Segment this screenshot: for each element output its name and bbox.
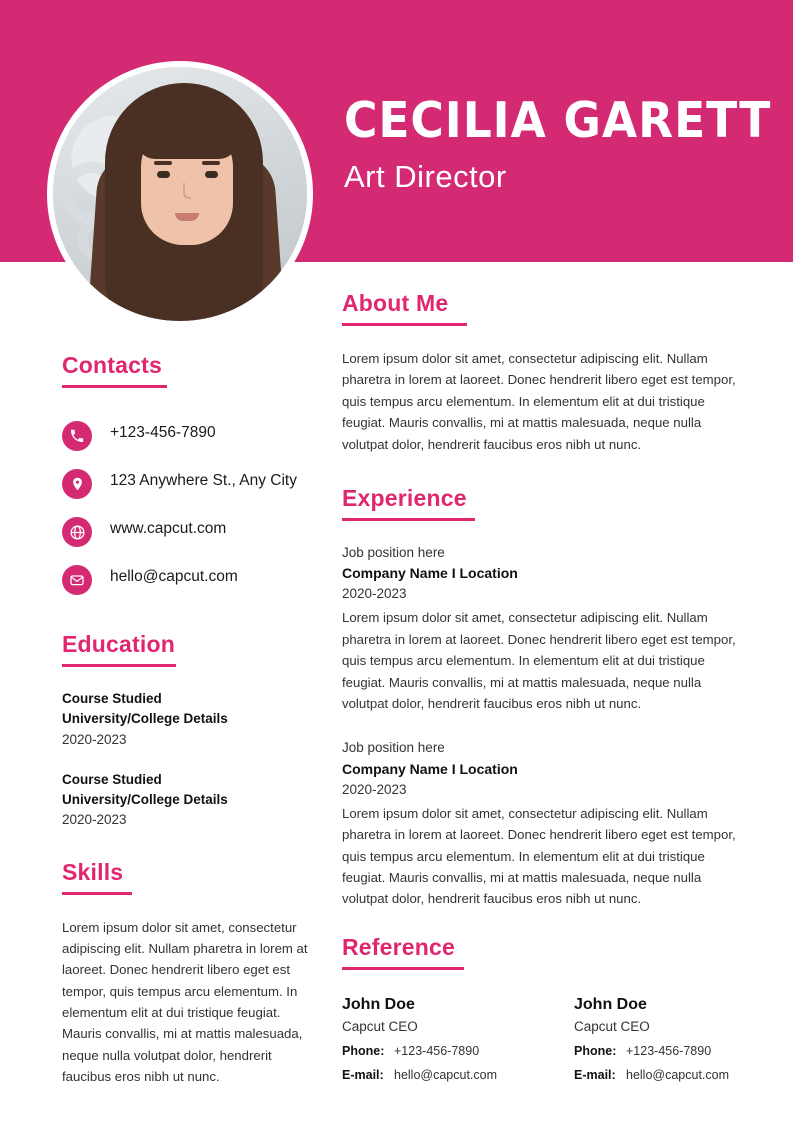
contacts-section — [62, 352, 312, 595]
about-rule — [342, 323, 467, 326]
experience-date: 2020-2023 — [342, 781, 407, 797]
avatar — [47, 61, 313, 327]
contacts-list — [62, 420, 312, 595]
experience-section — [342, 485, 746, 910]
skills-rule — [62, 892, 132, 895]
reference-email-label: E-mail: — [342, 1067, 384, 1082]
experience-company: Company Name I Location — [342, 760, 518, 777]
experience-description: Lorem ipsum dolor sit amet, consectetur adipiscing elit. Nullam pharetra in lorem at laoreet. Donec hendrerit libero eget est tempor, quis tempus arcu elementum. In elementum elit at dui tristique feugiat. Mauris convallis, mi at mattis malesuada, neque nulla volutpat dolor, hendrerit faucibus eros nibh ut nunc. — [342, 805, 736, 907]
education-school: University/College Details — [62, 711, 228, 727]
experience-date: 2020-2023 — [342, 586, 407, 602]
education-course: Course Studied — [62, 691, 162, 706]
reference-email-row — [574, 1068, 744, 1082]
portrait-nose — [183, 183, 191, 199]
contact-phone-value: +123-456-7890 — [110, 424, 216, 441]
experience-position: Job position here — [342, 740, 445, 756]
portrait-eye-right — [205, 171, 218, 178]
reference-email-label: E-mail: — [574, 1067, 616, 1082]
right-column — [342, 290, 746, 1082]
contact-row-address[interactable] — [62, 468, 312, 499]
portrait-fringe — [137, 111, 237, 159]
reference-card — [574, 996, 744, 1082]
reference-name: John Doe — [342, 995, 415, 1013]
portrait-brow-left — [154, 161, 172, 165]
reference-email-value: hello@capcut.com — [626, 1067, 730, 1082]
education-item — [62, 770, 312, 831]
about-body: Lorem ipsum dolor sit amet, consectetur adipiscing elit. Nullam pharetra in lorem at laoreet. Donec hendrerit libero eget est tempor, quis tempus arcu elementum. In elementum elit at dui tristique feugiat. Mauris convallis, mi at mattis malesuada, neque nulla volutpat dolor, hendrerit faucibus eros nibh ut nunc. — [342, 351, 736, 452]
education-item — [62, 689, 312, 750]
experience-rule — [342, 518, 475, 521]
skills-body: Lorem ipsum dolor sit amet, consectetur adipiscing elit. Nullam pharetra in lorem at laoreet. Donec hendrerit libero eget est tempor, quis tempus arcu elementum. In elementum elit at dui tristique feugiat. Mauris convallis, mi at mattis malesuada, neque nulla volutpat dolor, hendrerit faucibus eros nibh ut nunc. — [62, 919, 308, 1085]
phone-icon — [62, 421, 92, 451]
education-course: Course Studied — [62, 771, 162, 787]
page-title: CECILIA GARETT — [344, 92, 772, 149]
experience-company: Company Name I Location — [342, 565, 518, 582]
contacts-rule — [62, 385, 167, 388]
experience-heading: Experience — [342, 484, 467, 511]
contact-address-value: 123 Anywhere St., Any City — [110, 472, 297, 489]
education-section — [62, 631, 312, 831]
skills-section — [62, 859, 312, 1088]
reference-role: Capcut CEO — [342, 1018, 418, 1034]
contact-email-value: hello@capcut.com — [110, 568, 238, 585]
experience-description: Lorem ipsum dolor sit amet, consectetur adipiscing elit. Nullam pharetra in lorem at laoreet. Donec hendrerit libero eget est tempor, quis tempus arcu elementum. In elementum elit at dui tristique feugiat. Mauris convallis, mi at mattis malesuada, neque nulla volutpat dolor, hendrerit faucibus eros nibh ut nunc. — [342, 610, 736, 711]
contact-row-website[interactable] — [62, 516, 312, 547]
reference-list — [342, 996, 746, 1082]
contacts-heading: Contacts — [62, 352, 163, 378]
education-school: University/College Details — [62, 792, 228, 807]
experience-position: Job position here — [342, 544, 445, 560]
education-rule — [62, 664, 176, 667]
education-list — [62, 689, 312, 831]
reference-email-row — [342, 1068, 512, 1082]
reference-card — [342, 996, 512, 1082]
location-pin-icon — [62, 469, 92, 499]
contact-row-phone[interactable] — [62, 420, 312, 451]
education-date: 2020-2023 — [62, 812, 127, 828]
reference-section — [342, 934, 746, 1082]
about-heading: About Me — [342, 290, 449, 316]
name-block — [344, 92, 772, 195]
contact-website-value: www.capcut.com — [110, 520, 227, 537]
experience-list — [342, 543, 746, 910]
reference-heading: Reference — [342, 933, 456, 960]
reference-email-value: hello@capcut.com — [394, 1067, 498, 1082]
reference-phone-label: Phone: — [574, 1043, 617, 1058]
globe-icon — [62, 517, 92, 547]
education-date: 2020-2023 — [62, 731, 127, 747]
education-heading: Education — [62, 631, 175, 657]
skills-heading: Skills — [62, 858, 124, 885]
reference-phone-row — [574, 1044, 744, 1058]
reference-name: John Doe — [574, 995, 647, 1013]
reference-phone-value: +123-456-7890 — [626, 1043, 712, 1058]
experience-item — [342, 543, 746, 714]
portrait-brow-right — [202, 161, 220, 165]
envelope-icon — [62, 565, 92, 595]
reference-phone-row — [342, 1044, 512, 1058]
reference-rule — [342, 967, 464, 970]
job-title: Art Director — [344, 159, 507, 194]
contact-row-email[interactable] — [62, 564, 312, 595]
reference-phone-label: Phone: — [342, 1043, 385, 1058]
about-section — [342, 290, 746, 455]
left-column — [62, 352, 312, 1088]
experience-item — [342, 738, 746, 909]
portrait-eye-left — [157, 171, 170, 178]
reference-role: Capcut CEO — [574, 1018, 650, 1034]
reference-phone-value: +123-456-7890 — [394, 1043, 480, 1058]
